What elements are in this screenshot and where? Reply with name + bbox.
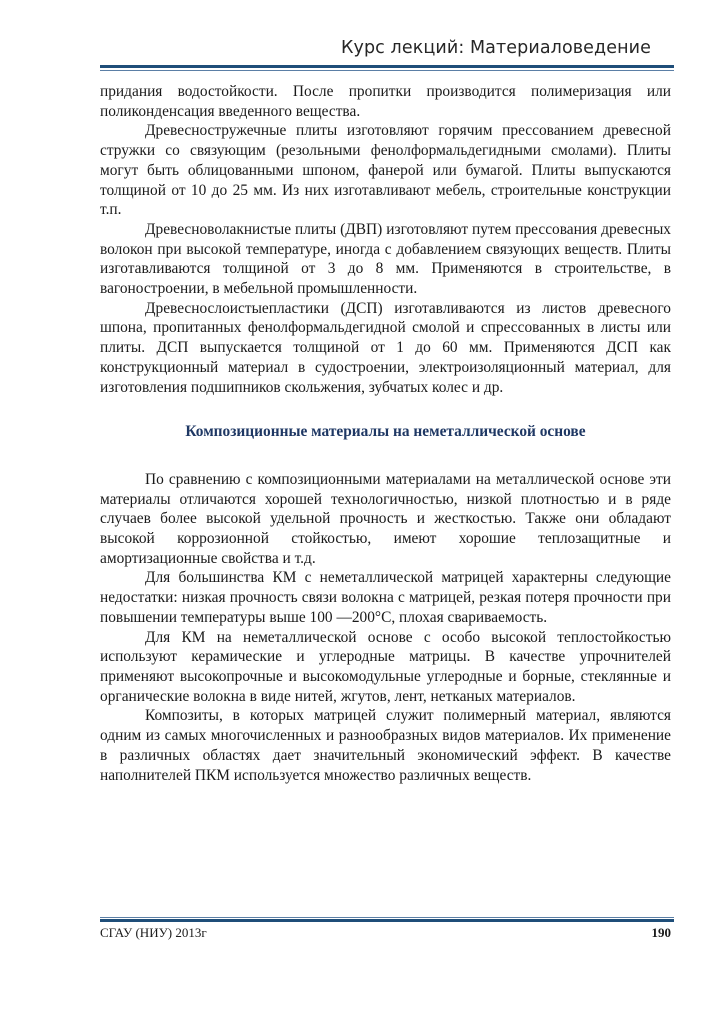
body-paragraph: Древесноволакнистые плиты (ДВП) изготовляют путем прессования древесных волокон при высокой температуре, иногда с добавлением связующих веществ. Плиты изготавливаются толщиной от 3 до 8 мм. Применяются в строительстве, в вагоностроении, в мебельной промышленности. (100, 220, 671, 298)
footer-rule-thick (100, 919, 674, 922)
header-rule-thin (100, 70, 674, 71)
section-paragraph: Композиты, в которых матрицей служит полимерный материал, являются одним из самых многочисленных и разнообразных видов материалов. Их применение в различных областях дает значительный экономический эффект. В качестве наполнителей ПКМ используется множество различных веществ. (100, 707, 671, 784)
section-paragraph: Для КМ на неметаллической основе с особо высокой теплостойкостью используют керамические и углеродные матрицы. В качестве упрочнителей применяют высокопрочные и высокомодульные углеродные и борные, стеклянные и органические волокна в виде нитей, жгутов, лент, нетканых материалов. (100, 628, 671, 705)
section-paragraph: Для большинства КМ с неметаллической матрицей характерны следующие недостатки: низкая прочность связи волокна с матрицей, резкая потеря прочности при повышении температуры выше 100 —200°С, плохая свариваемость. (100, 569, 671, 626)
header-rule-thick (100, 65, 674, 68)
footer-institution: СГАУ (НИУ) 2013г (100, 925, 207, 940)
page-number: 190 (651, 925, 671, 940)
page-body (100, 82, 671, 785)
body-paragraph: Древеснослоистыепластики (ДСП) изготавливаются из листов древесного шпона, пропитанных фенолформальдегидной смолой и спрессованных в листы или плиты. ДСП выпускается толщиной от 1 до 60 мм. Применяются ДСП как конструкционный материал в судостроении, электроизоляционный материал, для изготовления подшипников скольжения, зубчатых колес и др. (100, 299, 671, 396)
page-header-title: Курс лекций: Материаловедение (340, 38, 651, 58)
body-paragraph: придания водостойкости. После пропитки производится полимеризация или поликонденсация введенного вещества. (100, 83, 671, 120)
footer-rule-thin (100, 917, 674, 918)
section-heading: Композиционные материалы на неметаллической основе (185, 423, 586, 441)
section-paragraph: По сравнению с композиционными материалами на металлической основе эти материалы отличаются хорошей технологичностью, низкой плотностью и в ряде случаев более высокой удельной прочность и жесткостью. Также они обладают высокой коррозионной стойкостью, имеют хорошие теплозащитные и амортизационные свойства и т.д. (100, 470, 671, 567)
body-paragraph: Древесностружечные плиты изготовляют горячим прессованием древесной стружки со связующим (резольными фенолформальдегидными смолами). Плиты могут быть облицованными шпоном, фанерой или бумагой. Плиты выпускаются толщиной от 10 до 25 мм. Из них изготавливают мебель, строительные конструкции т.п. (100, 122, 671, 219)
